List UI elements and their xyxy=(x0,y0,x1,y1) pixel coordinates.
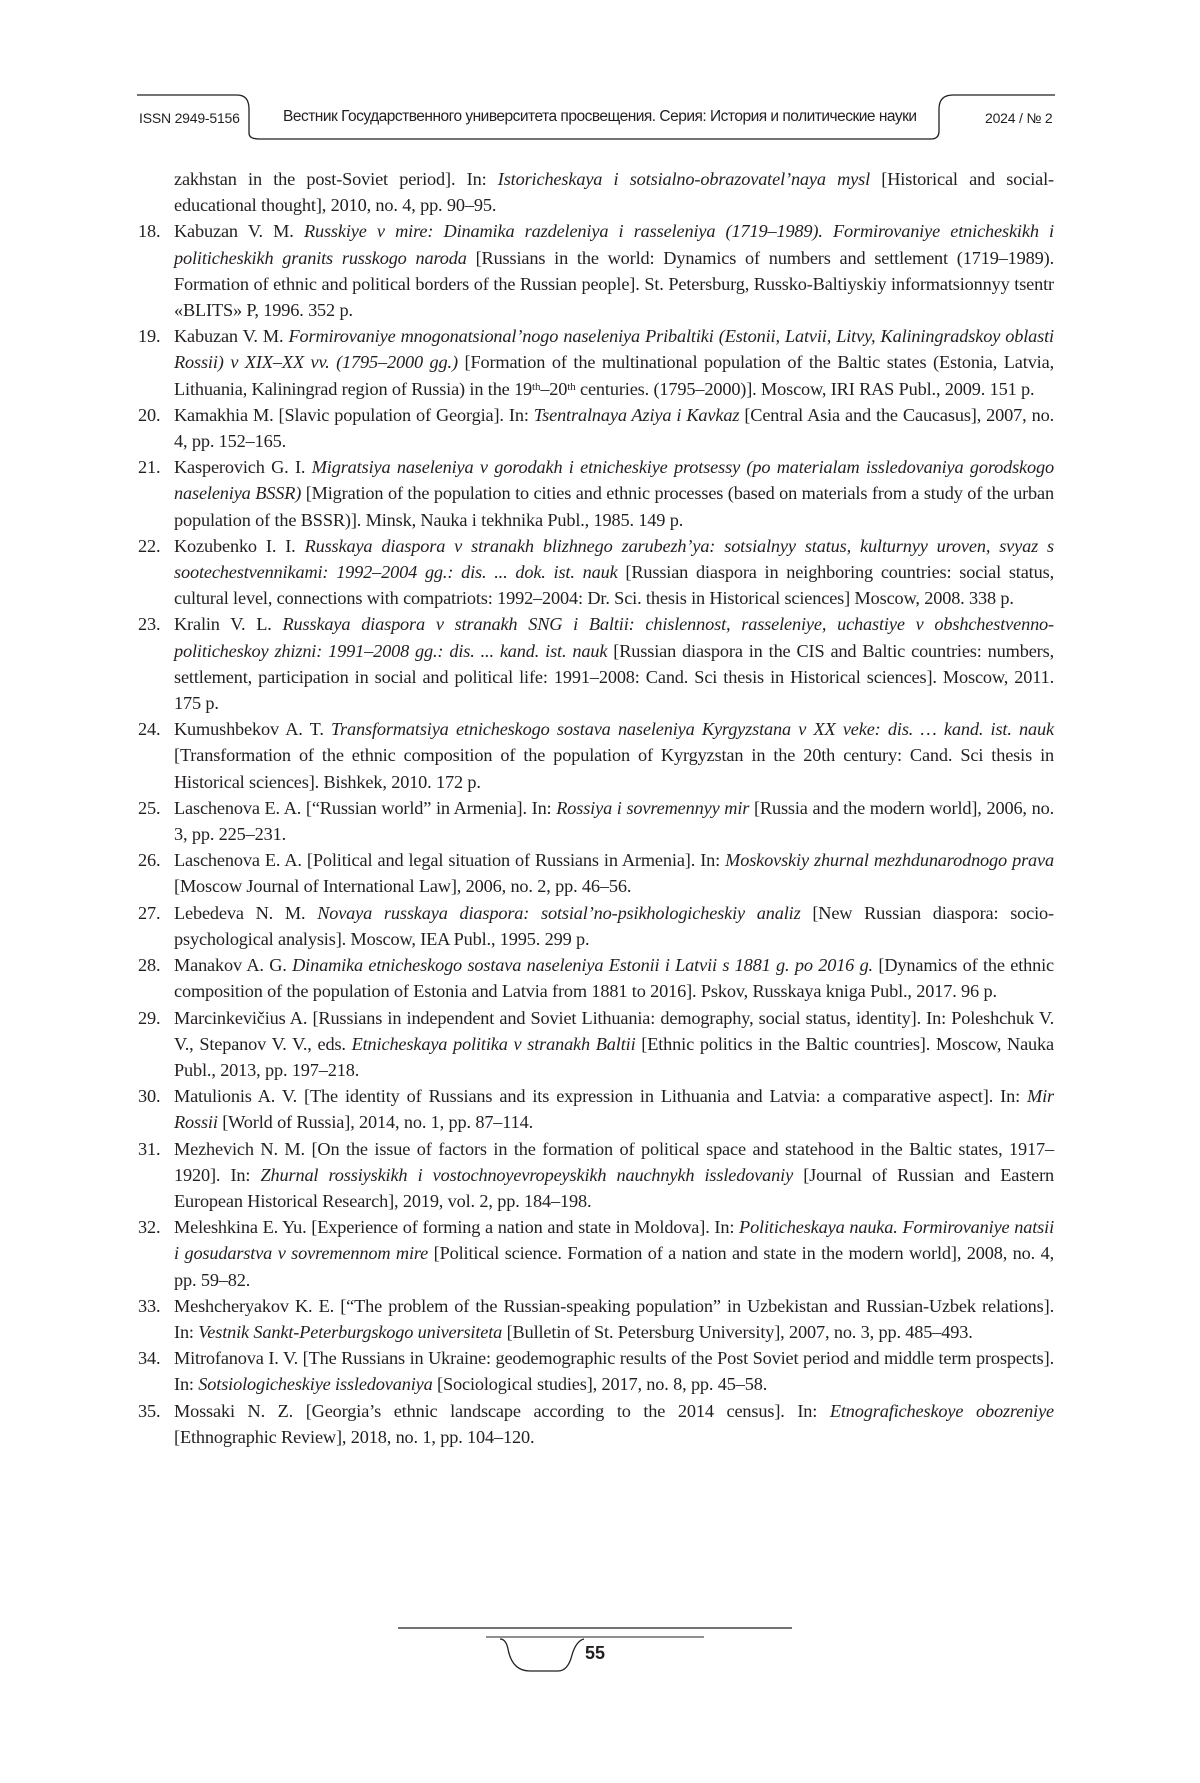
reference-text: [Ethnic politics in the Baltic countries]. Moscow, Nauka Publ., 2013, pp. 197–218. xyxy=(174,1033,1054,1080)
issn: ISSN 2949-5156 xyxy=(139,110,240,126)
reference-title: Etnicheskaya politika v stranakh Baltii xyxy=(351,1033,636,1054)
reference-text: Marcinkevičius A. [Russians in independent and Soviet Lithuania: demography, social status, identity]. In: Poleshchuk V. V., Stepanov V. V., eds. xyxy=(174,1007,1054,1054)
superscript: th xyxy=(532,380,541,393)
reference-number: 27. xyxy=(138,902,161,923)
reference-item xyxy=(138,952,1054,1004)
reference-title: Tsentralnaya Aziya i Kavkaz xyxy=(533,404,740,425)
reference-title: Moskovskiy zhurnal mezhdunarodnogo prava xyxy=(725,850,1054,871)
reference-item xyxy=(138,611,1054,716)
reference-text: [Formation of the multinational population of the Baltic states (Estonia, Latvia, Lithuania, Kaliningrad region of Russia) in the 19 xyxy=(174,352,1054,399)
reference-item xyxy=(138,454,1054,533)
reference-item xyxy=(138,323,1054,402)
reference-title: Migratsiya naseleniya v gorodakh i etnicheskiye protsessy (po materialam issledovaniya gorodskogo naseleniya BSSR) xyxy=(174,457,1054,504)
reference-number: 28. xyxy=(138,955,161,976)
reference-item xyxy=(138,1005,1054,1084)
reference-item xyxy=(138,1083,1054,1135)
reference-text: –20 xyxy=(540,378,568,399)
reference-text: [Russia and the modern world], 2006, no. 3, pp. 225–231. xyxy=(174,797,1054,845)
reference-text: Meshcheryakov K. E. [“The problem of the Russian-speaking population” in Uzbekistan and Russian-Uzbek relations]. In: xyxy=(174,1295,1054,1342)
reference-number: 32. xyxy=(138,1217,161,1238)
reference-text: [Moscow Journal of International Law], 2006, no. 2, pp. 46–56. xyxy=(174,876,632,897)
reference-text: [Dynamics of the ethnic composition of the population of Estonia and Latvia from 1881 to 2016]. Pskov, Russkaya kniga Publ., 2017. 96 p. xyxy=(174,955,1054,1002)
reference-number: 29. xyxy=(138,1007,161,1028)
page-footer xyxy=(398,1625,792,1677)
reference-number: 21. xyxy=(138,457,161,478)
reference-number: 31. xyxy=(138,1138,161,1159)
reference-text: Kamakhia M. [Slavic population of Georgia]. In: xyxy=(174,404,534,425)
reference-text: Mezhevich N. M. [On the issue of factors in the formation of political space and statehood in the Baltic states, 1917–1920]. In: xyxy=(174,1138,1054,1185)
reference-item xyxy=(138,900,1054,952)
reference-title: Mir Rossii xyxy=(174,1086,1054,1133)
reference-item xyxy=(138,1345,1054,1397)
reference-text: Mitrofanova I. V. [The Russians in Ukraine: geodemographic results of the Post Soviet period and middle term prospects]. In: xyxy=(174,1348,1054,1395)
reference-text: Matulionis A. V. [The identity of Russians and its expression in Lithuania and Latvia: a comparative aspect]. In: xyxy=(174,1086,1028,1107)
reference-text: [Journal of Russian and Eastern European Historical Research], 2019, vol. 2, pp. 184–198. xyxy=(174,1164,1054,1211)
reference-text: [World of Russia], 2014, no. 1, pp. 87–114. xyxy=(217,1112,534,1133)
reference-text: [Historical and social-educational thought], 2010, no. 4, pp. 90–95. xyxy=(174,169,1054,216)
issue-number: 2024 / № 2 xyxy=(985,110,1053,126)
reference-text: [Ethnographic Review], 2018, no. 1, pp. 104–120. xyxy=(174,1426,535,1447)
reference-number: 23. xyxy=(138,614,161,635)
reference-item xyxy=(138,795,1054,847)
reference-text: [Russian diaspora in the CIS and Baltic countries: numbers, settlement, participation in social and political life: 1991–2008: Cand. Sci thesis in Historical sciences]. Moscow, 2011. 175 p. xyxy=(174,640,1054,714)
reference-number: 35. xyxy=(138,1400,161,1421)
reference-item xyxy=(138,1398,1054,1450)
reference-title: Formirovaniye mnogonatsional’nogo naseleniya Pribaltiki (Estonii, Latvii, Litvy, Kaliningradskoy oblasti Rossii) v XIX–XX vv. (1795–2000 gg.) xyxy=(174,326,1054,373)
reference-text: Laschenova E. A. [Political and legal situation of Russians in Armenia]. In: xyxy=(174,850,726,871)
reference-title: Sotsiologicheskiye issledovaniya xyxy=(198,1374,433,1395)
reference-text: [Sociological studies], 2017, no. 8, pp. 45–58. xyxy=(432,1374,768,1395)
reference-title: Dinamika etnicheskogo sostava naseleniya Estonii i Latvii s 1881 g. po 2016 g. xyxy=(292,955,873,976)
reference-text: [Political science. Formation of a nation and state in the modern world], 2008, no. 4, pp. 59–82. xyxy=(174,1243,1054,1290)
reference-title: Russkaya diaspora v stranakh blizhnego zarubezh’ya: sotsialnyy status, kulturnyy uroven, svyaz s sootechestvennikami: 1992–2004 gg.: dis. ... dok. ist. nauk xyxy=(174,535,1055,583)
page-number: 55 xyxy=(584,1643,606,1663)
reference-text: zakhstan in the post-Soviet period]. In: xyxy=(174,169,498,189)
reference-text: Kabuzan V. M. xyxy=(174,221,304,242)
reference-text: Kozubenko I. I. xyxy=(174,535,305,556)
reference-text: Kabuzan V. M. xyxy=(174,326,289,347)
journal-title: Вестник Государственного университета просвещения. Серия: История и политические науки xyxy=(283,108,917,125)
reference-title: Russkaya diaspora v stranakh SNG i Baltii: chislennost, rasseleniye, uchastiye v obshchestvenno-politicheskoy zhizni: 1991–2008 gg.: dis. ... kand. ist. nauk xyxy=(174,614,1054,661)
reference-text: Kasperovich G. I. xyxy=(174,457,312,478)
reference-text: centuries. (1795–2000)]. Moscow, IRI RAS Publ., 2009. 151 p. xyxy=(575,378,1035,399)
reference-item xyxy=(138,1293,1054,1345)
reference-item xyxy=(138,402,1054,454)
reference-number: 24. xyxy=(138,719,161,740)
reference-item xyxy=(138,847,1054,899)
reference-item xyxy=(138,1136,1054,1215)
reference-item xyxy=(138,1214,1054,1293)
reference-number: 25. xyxy=(138,797,161,818)
reference-item xyxy=(138,166,1054,218)
reference-number: 30. xyxy=(138,1086,161,1107)
running-header xyxy=(137,93,1055,141)
reference-item xyxy=(138,218,1054,323)
reference-title: Transformatsiya etnicheskogo sostava naseleniya Kyrgyzstana v XX veke: dis. … kand. ist. nauk xyxy=(331,719,1054,740)
reference-text: [Bulletin of St. Petersburg University], 2007, no. 3, pp. 485–493. xyxy=(502,1321,973,1342)
reference-title: Istoricheskaya i sotsialno-obrazovatel’naya mysl xyxy=(497,169,871,189)
reference-text: [New Russian diaspora: socio-psychological analysis]. Moscow, IEA Publ., 1995. 299 p. xyxy=(174,902,1054,949)
reference-text: Manakov A. G. xyxy=(174,955,293,976)
reference-text: Meleshkina E. Yu. [Experience of forming a nation and state in Moldova]. In: xyxy=(174,1217,740,1238)
superscript: th xyxy=(567,380,576,393)
reference-number: 33. xyxy=(138,1295,161,1316)
reference-text: [Russian diaspora in neighboring countries: social status, cultural level, connections with compatriots: 1992–2004: Dr. Sci. thesis in Historical sciences] Moscow, 2008. 338 p. xyxy=(174,562,1054,609)
reference-text: Kumushbekov A. T. xyxy=(174,719,332,740)
reference-number: 22. xyxy=(138,535,161,556)
reference-text: [Migration of the population to cities and ethnic processes (based on materials from a study of the urban population of the BSSR)]. Minsk, Nauka i tekhnika Publ., 1985. 149 p. xyxy=(174,483,1054,530)
reference-text: Kralin V. L. xyxy=(174,614,283,635)
reference-title: Zhurnal rossiyskikh i vostochnoyevropeyskikh nauchnykh issledovaniy xyxy=(260,1164,794,1185)
reference-title: Vestnik Sankt-Peterburgskogo universiteta xyxy=(198,1321,503,1342)
reference-text: Mossaki N. Z. [Georgia’s ethnic landscape according to the 2014 census]. In: xyxy=(174,1400,830,1421)
reference-item xyxy=(138,716,1054,795)
reference-number: 26. xyxy=(138,850,161,871)
reference-text: Laschenova E. A. [“Russian world” in Armenia]. In: xyxy=(174,797,557,818)
reference-text: [Central Asia and the Caucasus], 2007, no. 4, pp. 152–165. xyxy=(174,404,1054,452)
reference-number: 20. xyxy=(138,404,161,425)
reference-title: Etnograficheskoye obozreniye xyxy=(829,1400,1054,1421)
reference-text: [Transformation of the ethnic composition of the population of Kyrgyzstan in the 20th century: Cand. Sci thesis in Historical sciences]. Bishkek, 2010. 172 p. xyxy=(174,745,1054,792)
reference-number: 18. xyxy=(138,221,161,242)
reference-number: 34. xyxy=(138,1348,161,1369)
reference-list xyxy=(138,166,1054,1450)
reference-title: Russkiye v mire: Dinamika razdeleniya i rasseleniya (1719–1989). Formirovaniye etnicheskikh i politicheskikh granits russkogo naroda xyxy=(174,221,1054,268)
reference-item xyxy=(138,533,1054,612)
reference-number: 19. xyxy=(138,326,161,347)
reference-title: Rossiya i sovremennyy mir xyxy=(556,797,750,818)
reference-text: [Russians in the world: Dynamics of numbers and settlement (1719–1989). Formation of ethnic and political borders of the Russian people]. St. Petersburg, Russko-Baltiyskiy informatsionnyy tsentr «BLITS» P, 1996. 352 p. xyxy=(174,247,1054,321)
reference-text: Lebedeva N. M. xyxy=(174,902,318,923)
reference-title: Novaya russkaya diaspora: sotsial’no-psikhologicheskiy analiz xyxy=(317,902,801,923)
reference-title: Politicheskaya nauka. Formirovaniye natsii i gosudarstva v sovremennom mire xyxy=(174,1217,1054,1264)
